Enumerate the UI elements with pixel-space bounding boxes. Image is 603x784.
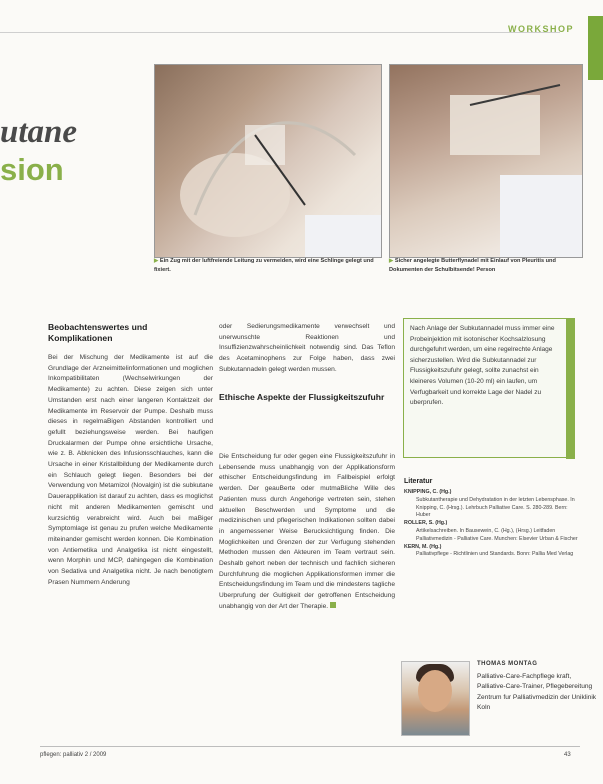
article-title-line2: sion bbox=[0, 152, 64, 187]
info-box-text: Nach Anlage der Subkutannadel muss immer eine Probeinjektion mit isotonischer Kochsalzlosung durchgefuhrt werden, um eine regelrechte Anlage sicherzustellen. Wird die Subkutannadel zur Flussigkeitszufuhr gelegt, sollte zunachst ein kleineres Volumen (10-20 ml) ein laufen, um Verfugbarkeit und korrekte Lage der Nadel zu uberprufen. bbox=[410, 325, 555, 407]
caption-arrow-icon: ▶ bbox=[154, 258, 160, 264]
photo-subcutaneous-needle-loop bbox=[154, 64, 382, 258]
author-role: Palliative-Care-Fachpflege kraft, Palliative-Care-Trainer, Pflegebereitung Zentrum fur Palliativmedizin der Uniklinik Koln bbox=[477, 673, 597, 711]
literature-entry bbox=[404, 520, 580, 543]
body-text-column-2-top: oder Sedierungsmedikamente verwechselt und unerwunschte Reaktionen und Insuffizienzwahrscheinlichkeit notwendig sind. Das Teflon des Acetaminophens zur Folge haben, dass zwei Subkutannadeln gelegt werden mussen. bbox=[219, 323, 395, 373]
info-box-accent-bar bbox=[566, 318, 575, 459]
photo-butterfly-needle bbox=[389, 64, 583, 258]
literature-author: ROLLER, S. (Hg.) bbox=[404, 520, 448, 527]
literature-list bbox=[404, 489, 580, 559]
photo-illustration bbox=[390, 65, 582, 257]
footer-rule bbox=[40, 746, 580, 747]
literature-entry bbox=[404, 544, 580, 560]
body-text-column-1: Bei der Mischung der Medikamente ist auf die Grundlage der Arzneimittelinformationen und moglichen Inkompatibilitaten (Wechselwirkungen der Medikamente) zu achten. Diese zeigen sich unter Umstanden erst nach einer langeren Kontaktzeit der Medikamente im Reservoir der Pumpe. Deshalb muss dieses in regelmaBigen Abstanden kontrolliert und gefullt beziehungsweise werden. Bei haufigen Druckalarmen der Pumpe ohne ersichtliche Ursache, wie z. B. Abknicken des Infusionsschlauches, kann die Ursache in einer Kristallbildung der Medikamente durch ein Schlauch gelegt liegen. Besonders bei der Verwendung von Metamizol (Novalgin) ist die subkutane Dauerapplikation ist darauf zu achten, dass es moglichst nicht mit anderen Medikamenten gemischt und kurzsichtig verabreicht wird. Auch bei maBiger Symptomlage ist genau zu prufen welche Medikamente miteinander gemischt werden konnen. Die Kombination von Antiemetika und Analgetika ist nicht eingestellt, wenn Morphin und MCP, dahingegen die Kombination von Sedativa und Analgetika nicht. Je nach benotigtem Prasen Nummern Anderung bbox=[48, 354, 213, 586]
author-photo-face bbox=[418, 670, 452, 712]
photo-caption-2 bbox=[389, 257, 583, 275]
end-of-article-mark bbox=[330, 602, 336, 608]
section-label: WORKSHOP bbox=[508, 24, 574, 34]
literature-text: Palliativpflege - Richtlinien und Standards. Bonn: Pallia Med Verlag bbox=[416, 551, 574, 558]
literature-text: Artikelsachreiben. In Bausewein, C. (Hg.), (Hrsg.) Leitfaden Palliativmedizin - Palliative Care. Munchen: Elsevier Urban & Fischer bbox=[416, 527, 578, 542]
ethics-text: Die Entscheidung fur oder gegen eine Flussigkeitszufuhr in Lebensende muss unabhangig von der Applikationsform ethischer Entscheidungsfindung im Fallbeispiel erfolgt werden. Der geauBerte oder mutmaBliche Wille des Patienten muss durch Angehorige vertreten sein, stehen aktuellen Beschwerden und Symptome und die medizinischen und pflegerischen Indikationen sollten dabei in angemessener Weise Berucksichtigung finden. Die Moglichkeiten und Grenzen der zur Verfugung stehenden Methoden mussen den Akteuren im Team vertraut sein. Deshalb gehort neben der technisch und fachlich sicheren Durchfuhrung die moglichen Applikationsformen immer die Entscheidungsfindung im Team und die mindestens tagliche Uberprufung der Gultigkeit der getroffenen Entscheidung unabhangig von der Art der Therapie. bbox=[219, 453, 395, 610]
literature-heading: Literatur bbox=[404, 478, 433, 485]
literature-entry bbox=[404, 489, 580, 520]
footer-journal: pflegen: palliativ 2 / 2009 bbox=[40, 752, 107, 758]
section-marker-bar bbox=[588, 16, 603, 80]
photo-caption-1 bbox=[154, 257, 380, 275]
heading-ethics: Ethische Aspekte der Flussigkeitszufuhr bbox=[219, 392, 385, 402]
header-rule bbox=[0, 32, 560, 33]
heading-complications: Beobachtenswertes und Komplikationen bbox=[48, 322, 148, 343]
body-text-column-2 bbox=[219, 452, 395, 613]
literature-author: KERN, M. (Hg.) bbox=[404, 543, 442, 550]
photo-illustration bbox=[155, 65, 381, 257]
article-title-line1: utane bbox=[0, 114, 78, 150]
caption-text: Ein Zug mit der luftfreiende Leitung zu vermeiden, wird eine Schlinge gelegt und fixiert. bbox=[154, 258, 374, 273]
footer-page-number: 43 bbox=[564, 752, 571, 758]
author-name: THOMAS MONTAG bbox=[477, 661, 538, 667]
literature-author: KNIPPING, C. (Hg.) bbox=[404, 489, 452, 495]
caption-text: Sicher angelegte Butterflynadel mit Einlauf von Pleuritis und Dokumenten der Schulbitsende! Person bbox=[389, 258, 556, 273]
caption-arrow-icon: ▶ bbox=[389, 258, 395, 264]
literature-text: Subkutantherapie und Dehydratation in der letzten Lebensphase. In Knipping, C. (Hrsg.). Lehrbuch Palliative Care. S. 280-289. Bern: Huber bbox=[416, 496, 575, 519]
